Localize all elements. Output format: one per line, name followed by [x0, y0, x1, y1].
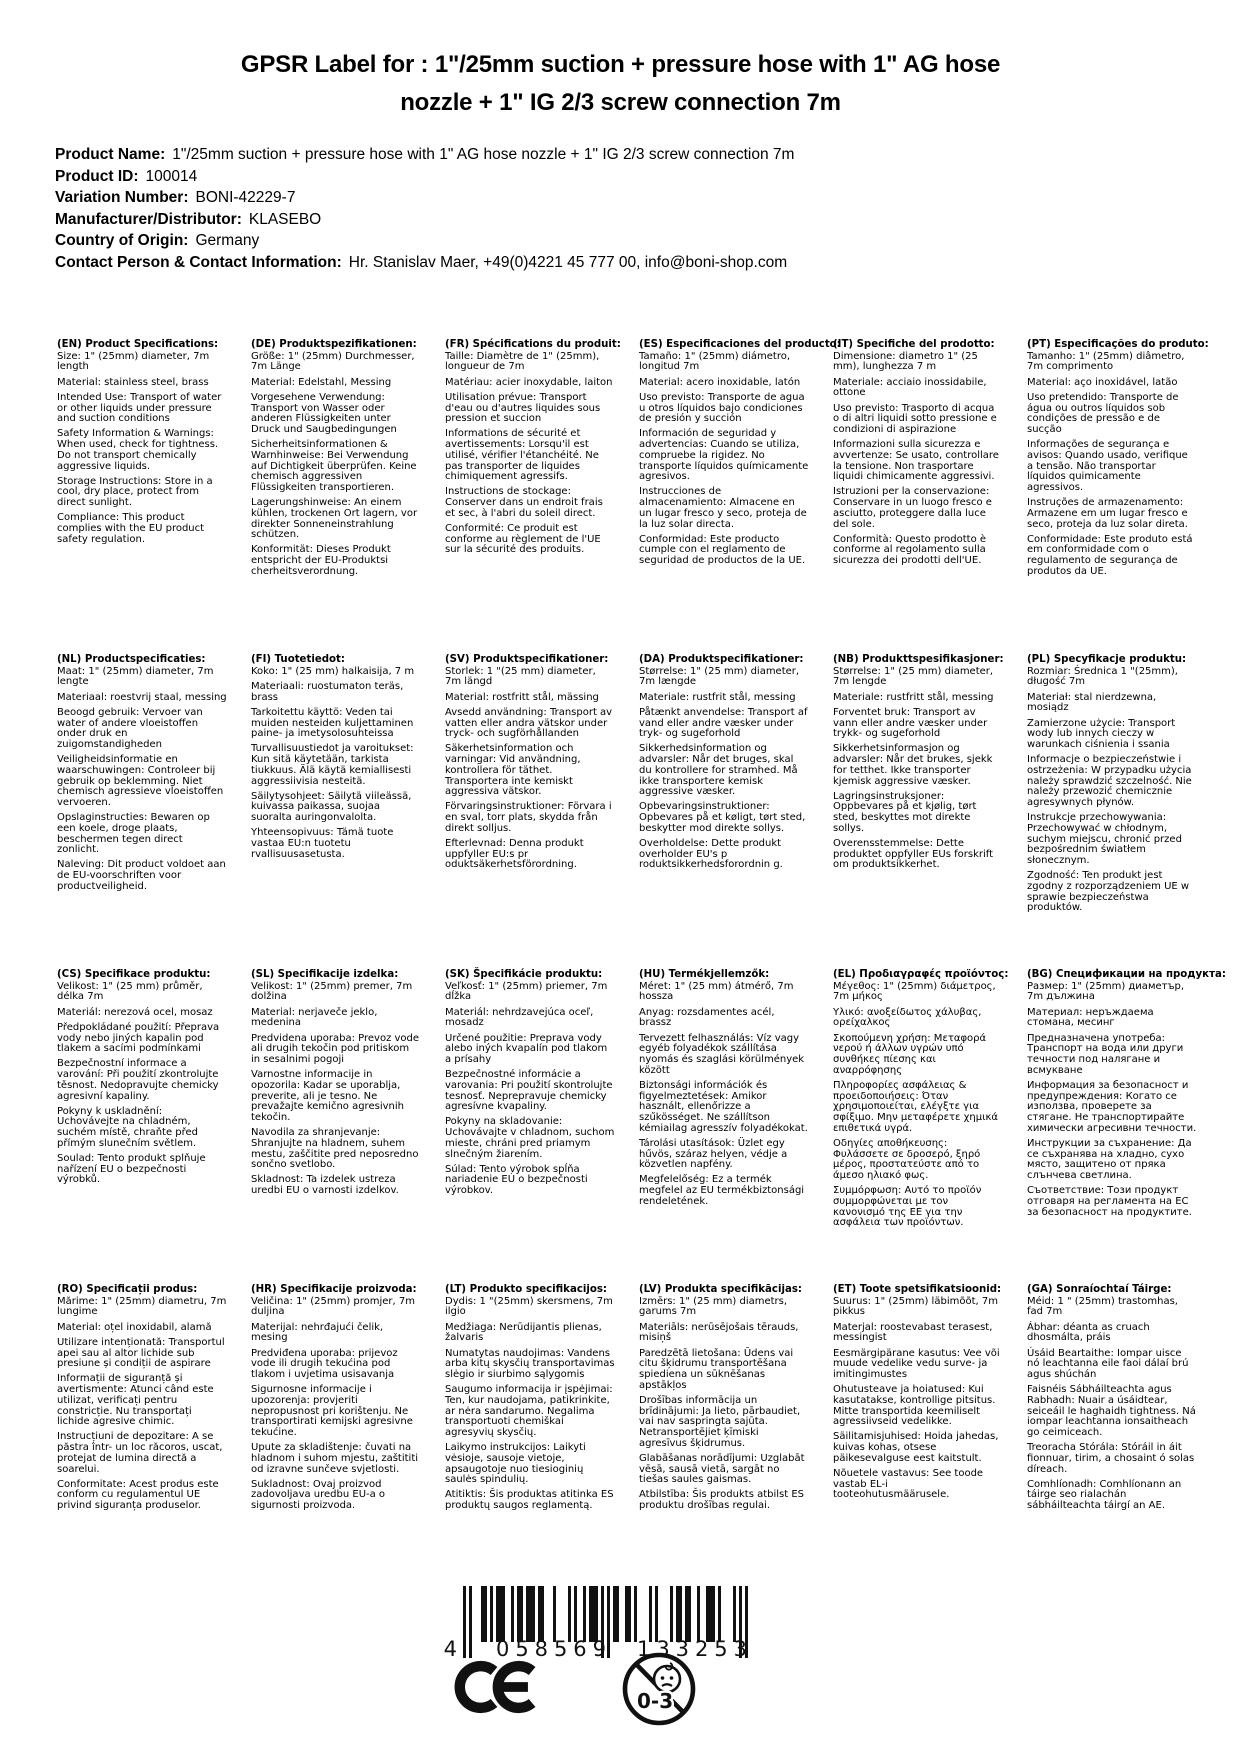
spec-paragraph: Forventet bruk: Transport av vann eller andre væsker under trykk- og sugeforhold — [833, 706, 988, 740]
spec-paragraph: Megfelelőség: Ez a termék megfelel az EU termékbiztonsági rendeletének. — [639, 1174, 805, 1207]
spec-paragraph: Materiał: stal nierdzewna, mosiądz — [1027, 691, 1157, 714]
spec-paragraph: Lagerungshinweise: An einem kühlen, trockenen Ort lagern, vor direkter Sonneneinstrahlung schützen. — [251, 497, 418, 541]
spec-paragraph: Materjal: roostevabast terasest, messingist — [833, 1321, 993, 1344]
spec-paragraph: Izmērs: 1" (25 mm) diametrs, garums 7m — [639, 1295, 788, 1318]
spec-paragraph: Taille: Diamètre de 1" (25mm), longueur de 7m — [445, 350, 600, 373]
product-info-value: Hr. Stanislav Maer, +49(0)4221 45 777 00, info@boni-shop.com — [348, 253, 788, 271]
spec-paragraph: Comhlíonadh: Comhlíonann an táirge seo rialachán sábháilteachta táirgí an AE. — [1027, 1478, 1182, 1512]
spec-paragraph: Información de seguridad y advertencias: Cuando se utiliza, compruebe la rigidez. No transporte líquidos químicamente agresivos. — [639, 428, 809, 483]
spec-paragraph: Uso previsto: Transporte de agua u otros líquidos bajo condiciones de presión y succión — [639, 391, 805, 425]
spec-paragraph: Tárolási utasítások: Üzlet egy hűvös, száraz helyen, védje a közvetlen napfény. — [639, 1137, 788, 1171]
spec-paragraph: Съответствие: Този продукт отговаря на регламента на ЕС за безопасност на продуктите. — [1027, 1185, 1192, 1218]
product-info-label: Country of Origin: — [55, 232, 189, 250]
spec-paragraph: Størrelse: 1" (25 mm) diameter, 7m lengde — [833, 665, 994, 688]
lang-block-pl — [1027, 655, 1197, 970]
spec-paragraph: Bezpečnostní informace a varování: Při použití zkontrolujte těsnost. Nedopravujte chemicky agresivní kapaliny. — [57, 1058, 219, 1102]
spec-paragraph: Storlek: 1 "(25 mm) diameter, 7m längd — [445, 665, 596, 688]
spec-paragraph: Zgodność: Ten produkt jest zgodny z rozporządzeniem UE w sprawie bezpieczeństwa produktów. — [1027, 870, 1190, 914]
spec-paragraph: Materiale: rustfritt stål, messing — [833, 691, 994, 703]
spec-paragraph: Předpokládané použití: Přeprava vody nebo jiných kapalin pod tlakem a sacími podmínkami — [57, 1021, 220, 1055]
lang-block-title: (PL) Specyfikacje produktu: — [1027, 654, 1187, 665]
age-warning-label: 0-3 — [637, 1689, 674, 1713]
age-warning-0-3-icon — [620, 1650, 698, 1733]
spec-paragraph: Atitiktis: Šis produktas atitinka ES produktų saugos reglamentą. — [445, 1489, 614, 1512]
lang-block-title: (IT) Specifiche del prodotto: — [833, 339, 995, 350]
spec-paragraph: Instrucțiuni de depozitare: A se păstra într- un loc răcoros, uscat, protejat de lumina directă a soarelui. — [57, 1431, 223, 1475]
lang-block-title: (BG) Спецификации на продукта: — [1027, 969, 1226, 980]
lang-block-title: (EL) Προδιαγραφές προϊόντος: — [833, 969, 1009, 980]
lang-block-it — [833, 340, 1003, 655]
lang-block-nb — [833, 655, 1003, 970]
spec-paragraph: Informazioni sulla sicurezza e avvertenze: Se usato, controllare la tensione. Non trasportare liquidi chimicamente aggressivi. — [833, 439, 999, 483]
lang-block-fi — [251, 655, 421, 970]
lang-block-sl — [251, 970, 421, 1285]
spec-paragraph: Overholdelse: Dette produkt overholder EU's p roduktsikkerhedsforordnin g. — [639, 838, 783, 871]
page-title-line1: GPSR Label for : 1"/25mm suction + pressure hose with 1" AG hose — [240, 51, 1001, 78]
spec-paragraph: Saugumo informacija ir įspėjimai: Ten, kur naudojama, patikrinkite, ar nėra sandarumo. Negalima transportuoti chemiškai agresyvių skysčių. — [445, 1384, 613, 1438]
product-info-label: Manufacturer/Distributor: — [55, 210, 242, 228]
spec-paragraph: Πληροφορίες ασφάλειας & προειδοποιήσεις: Όταν χρησιμοποιείται, ελέγξτε για σφίξιμο. Μην μεταφέρετε χημικά επιθετικά υγρά. — [833, 1079, 998, 1134]
lang-block-nl — [57, 655, 227, 970]
spec-paragraph: Förvaringsinstruktioner: Förvara i en sval, torr plats, skydda från direkt solljus. — [445, 801, 612, 834]
spec-paragraph: Materiál: nehrdzavejúca oceľ, mosadz — [445, 1006, 594, 1029]
spec-paragraph: Bezpečnostné informácie a varovania: Pri použití skontrolujte tesnosť. Neprepravuje chemicky agresívne kvapaliny. — [445, 1069, 613, 1113]
spec-paragraph: Turvallisuustiedot ja varoitukset: Kun sitä käytetään, tarkista tiukkuus. Älä käytä kemiallisesti aggressiivisia nesteitä. — [251, 743, 414, 787]
spec-paragraph: Koko: 1" (25 mm) halkaisija, 7 m — [251, 665, 415, 677]
spec-paragraph: Informations de sécurité et avertissements: Lorsqu'il est utilisé, vérifier l'étanchéité. Ne pas transporter de liquides chimiquement agressifs. — [445, 428, 599, 483]
spec-paragraph: Conformité: Ce produit est conforme au règlement de l'UE sur la sécurité des produits. — [445, 523, 601, 556]
lang-block-cs — [57, 970, 227, 1285]
spec-paragraph: Säilytysohjeet: Säilytä viileässä, kuivassa paikassa, suojaa suoralta auringonvalolta. — [251, 790, 412, 824]
spec-paragraph: Velikost: 1" (25 mm) průměr, délka 7m — [57, 980, 203, 1003]
spec-paragraph: Conformidad: Este producto cumple con el reglamento de seguridad de productos de la UE. — [639, 533, 806, 567]
spec-paragraph: Tamanho: 1" (25mm) diâmetro, 7m comprimento — [1027, 350, 1185, 373]
spec-paragraph: Materiál: nerezová ocel, mosaz — [57, 1006, 213, 1018]
spec-paragraph: Treoracha Stórála: Stóráil in áit fionnuar, tirim, a chosaint ó solas díreach. — [1027, 1442, 1195, 1475]
spec-paragraph: Utilizare intenționată: Transportul apei sau al altor lichide sub presiune și condiții de aspirare — [57, 1336, 225, 1370]
spec-paragraph: Materiaal: roestvrij staal, messing — [57, 691, 227, 703]
lang-block-hr — [251, 1285, 421, 1516]
spec-paragraph: Предназначена употреба: Транспорт на вода или други течности под налягане и всмукване — [1027, 1032, 1184, 1076]
lang-block-title: (SK) Špecifikácie produktu: — [445, 969, 603, 980]
barcode-graphic — [441, 1584, 753, 1666]
lang-block-title: (ES) Especificaciones del producto: — [639, 339, 841, 350]
spec-paragraph: Инструкции за съхранение: Да се съхранява на хладно, сухо място, защитено от пряка слънчева светлина. — [1027, 1137, 1192, 1181]
product-info-row — [55, 187, 794, 209]
spec-paragraph: Size: 1" (25mm) diameter, 7m length — [57, 350, 210, 373]
lang-block-title: (EN) Product Specifications: — [57, 339, 219, 350]
spec-paragraph: Veličina: 1" (25mm) promjer, 7m duljina — [251, 1295, 415, 1318]
barcode-digits: 4 — [443, 1637, 457, 1661]
spec-paragraph: Biztonsági információk és figyelmeztetések: Amikor használt, ellenőrizze a szűkösséget. Ne szállítson kémiailag agresszív folyadékokat. — [639, 1079, 808, 1134]
lang-block-title: (PT) Especificações do produto: — [1027, 339, 1209, 350]
lang-block-title: (FI) Tuotetiedot: — [251, 654, 345, 665]
spec-paragraph: Méret: 1" (25 mm) átmérő, 7m hossza — [639, 980, 794, 1003]
spec-paragraph: Efterlevnad: Denna produkt uppfyller EU:s pr oduktsäkerhetsförordning. — [445, 838, 584, 871]
spec-paragraph: Conformidade: Este produto está em conformidade com o regulamento de segurança de produtos da UE. — [1027, 533, 1193, 577]
product-info-value: BONI-42229-7 — [195, 189, 296, 207]
language-grid — [57, 339, 1226, 1516]
spec-paragraph: Tervezett felhasználás: Víz vagy egyéb folyadékok szállítása nyomás és szaglási körülmények között — [639, 1032, 805, 1076]
spec-paragraph: Intended Use: Transport of water or other liquids under pressure and suction conditions — [57, 391, 222, 425]
spec-paragraph: Určené použitie: Preprava vody alebo iných kvapalín pod tlakom a prísahy — [445, 1032, 608, 1065]
spec-paragraph: Материал: неръждаема стомана, месинг — [1027, 1006, 1154, 1029]
spec-paragraph: Paredzētā lietošana: Ūdens vai citu šķidrumu transportēšana spiediena un sūknēšanas apstākļos — [639, 1347, 794, 1391]
lang-block-el — [833, 969, 1009, 1285]
product-info-value: 1"/25mm suction + pressure hose with 1" AG hose nozzle + 1" IG 2/3 screw connection 7m — [172, 146, 795, 163]
lang-block-fr — [445, 339, 621, 655]
spec-paragraph: Beoogd gebruik: Vervoer van water of andere vloeistoffen onder druk en zuigomstandigheden — [57, 706, 203, 750]
spec-paragraph: Οδηγίες αποθήκευσης: Φυλάσσετε σε δροσερό, ξηρό μέρος, προστατεύστε από το άμεσο ηλιακό φως. — [833, 1137, 981, 1181]
spec-paragraph: Numatytas naudojimas: Vandens arba kitų skysčių transportavimas slėgio ir siurbimo sąlygomis — [445, 1347, 615, 1380]
lang-block-title: (NL) Productspecificaties: — [57, 654, 206, 665]
spec-paragraph: Informacje o bezpieczeństwie i ostrzeżenia: W przypadku użycia należy sprawdzić szczelność. Nie należy przewozić chemicznie agresywnych płynów. — [1027, 754, 1192, 808]
spec-paragraph: Laikymo instrukcijos: Laikyti vėsioje, sausoje vietoje, apsaugotoje nuo tiesioginių saulės spindulių. — [445, 1442, 586, 1486]
spec-paragraph: Material: oțel inoxidabil, alamă — [57, 1321, 212, 1333]
lang-block-bg — [1027, 969, 1226, 1285]
spec-paragraph: Σκοπούμενη χρήση: Μεταφορά νερού ή άλλων υγρών υπό συνθήκες πίεσης και αναρρόφησης — [833, 1032, 987, 1076]
spec-paragraph: Säilitamisjuhised: Hoida jahedas, kuivas kohas, otsese päikesevalguse eest kaitstult. — [833, 1431, 999, 1464]
lang-block-et — [833, 1285, 1003, 1516]
product-info-label: Product ID: — [55, 167, 139, 185]
spec-paragraph: Konformität: Dieses Produkt entspricht der EU-Produktsi cherheitsverordnung. — [251, 544, 391, 577]
product-info-label: Variation Number: — [55, 189, 189, 207]
product-info-row — [55, 144, 794, 166]
lang-block-da — [639, 655, 809, 970]
spec-paragraph: Material: stainless steel, brass — [57, 376, 209, 388]
spec-paragraph: Materiale: acciaio inossidabile, ottone — [833, 376, 987, 399]
spec-paragraph: Material: rostfritt stål, mässing — [445, 691, 599, 703]
lang-block-title: (SV) Produktspecifikationer: — [445, 654, 609, 665]
lang-block-title: (CS) Specifikace produktu: — [57, 969, 211, 980]
spec-paragraph: Dimensione: diametro 1" (25 mm), lunghezza 7 m — [833, 350, 978, 373]
spec-paragraph: Ohutusteave ja hoiatused: Kui kasutatakse, kontrollige pitsitus. Mitte transportida keemiliselt agressiivseid vedelikke. — [833, 1384, 996, 1428]
spec-paragraph: Velikost: 1" (25mm) premer, 7m dolžina — [251, 980, 413, 1003]
lang-block-title: (LT) Produkto specifikacijos: — [445, 1284, 607, 1295]
spec-paragraph: Υλικό: ανοξείδωτος χάλυβας, ορείχαλκος — [833, 1006, 982, 1029]
spec-paragraph: Sikkerhedsinformation og advarsler: Når det bruges, skal du kontrollere for stramhed. Må ikke transportere kemisk aggressive væsker. — [639, 743, 798, 798]
spec-paragraph: Mărime: 1" (25mm) diametru, 7m lungime — [57, 1295, 227, 1318]
spec-paragraph: Medžiaga: Nerūdijantis plienas, žalvaris — [445, 1321, 602, 1344]
spec-paragraph: Информация за безопасност и предупреждения: Когато се използва, проверете за стягане. Не транспортирайте химически агресивни течности. — [1027, 1079, 1197, 1134]
lang-block-title: (RO) Specificații produs: — [57, 1284, 198, 1295]
spec-paragraph: Materiaali: ruostumaton teräs, brass — [251, 680, 404, 703]
spec-paragraph: Navodila za shranjevanje: Shranjujte na hladnem, suhem mestu, zaščitite pred neposredno sončno svetlobo. — [251, 1127, 419, 1171]
spec-paragraph: Overensstemmelse: Dette produktet oppfyller EUs forskrift om produktsikkerhet. — [833, 838, 994, 871]
ce-mark-icon — [453, 1656, 539, 1723]
spec-paragraph: Safety Information & Warnings: When used, check for tightness. Do not transport chemically aggressive liquids. — [57, 428, 219, 472]
spec-paragraph: Yhteensopivuus: Tämä tuote vastaa EU:n tuotetu rvallisuusasetusta. — [251, 827, 394, 860]
spec-paragraph: Instructions de stockage: Conserver dans un endroit frais et sec, à l'abri du soleil direct. — [445, 486, 603, 519]
spec-paragraph: Tamaño: 1" (25mm) diámetro, longitud 7m — [639, 350, 791, 373]
product-info-row — [55, 252, 794, 274]
spec-paragraph: Conformità: Questo prodotto è conforme al regolamento sulla sicurezza dei prodotti dell'UE. — [833, 533, 987, 567]
spec-paragraph: Suurus: 1" (25mm) läbimõõt, 7m pikkus — [833, 1295, 998, 1318]
spec-paragraph: Predvidena uporaba: Prevoz vode ali drugih tekočin pod pritiskom in sesalnimi pogoji — [251, 1032, 420, 1065]
page-title-line2: nozzle + 1" IG 2/3 screw connection 7m — [400, 89, 841, 116]
spec-paragraph: Drošības informācija un brīdinājumi: Ja lieto, pārbaudiet, vai nav saspringta sajūta. Netransportējiet ķīmiski agresīvus šķidrumus. — [639, 1394, 801, 1449]
spec-paragraph: Размер: 1" (25mm) диаметър, 7m дължина — [1027, 980, 1185, 1003]
spec-paragraph: Material: aço inoxidável, latão — [1027, 376, 1178, 388]
spec-paragraph: Μέγεθος: 1" (25mm) διάμετρος, 7m μήκος — [833, 980, 996, 1003]
spec-paragraph: Upute za skladištenje: čuvati na hladnom i suhom mjestu, zaštititi od izravne sunčeve svjetlosti. — [251, 1442, 419, 1475]
spec-paragraph: Veiligheidsinformatie en waarschuwingen: Controleer bij gebruik op beklemming. Niet chemisch agressieve vloeistoffen vervoeren. — [57, 754, 224, 808]
spec-paragraph: Naleving: Dit product voldoet aan de EU-voorschriften voor productveiligheid. — [57, 859, 226, 892]
lang-block-ga — [1027, 1285, 1197, 1516]
spec-paragraph: Instruções de armazenamento: Armazene em um lugar fresco e seco, proteja da luz solar direta. — [1027, 497, 1188, 530]
spec-paragraph: Varnostne informacije in opozorila: Kadar se uporablja, preverite, ali je tesno. Ne prevažajte kemično agresivnih tekočin. — [251, 1069, 404, 1123]
lang-block-title: (LV) Produkta specifikācijas: — [639, 1284, 802, 1295]
spec-paragraph: Eesmärgipärane kasutus: Vee või muude vedelike vedu surve- ja imitingimustes — [833, 1347, 1000, 1380]
spec-paragraph: Zamierzone użycie: Transport wody lub innych cieczy w warunkach ciśnienia i ssania — [1027, 717, 1176, 750]
spec-paragraph: Størrelse: 1" (25 mm) diameter, 7m længde — [639, 665, 800, 688]
lang-block-title: (GA) Sonraíochtaí Táirge: — [1027, 1284, 1172, 1295]
spec-paragraph: Conformitate: Acest produs este conform cu regulamentul UE privind siguranța produselor. — [57, 1478, 219, 1512]
spec-paragraph: Méid: 1 " (25mm) trastomhas, fad 7m — [1027, 1295, 1178, 1318]
lang-block-title: (HU) Termékjellemzők: — [639, 969, 770, 980]
lang-block-pt — [1027, 339, 1209, 655]
spec-paragraph: Sukladnost: Ovaj proizvod zadovoljava uredbu EU-a o sigurnosti proizvoda. — [251, 1478, 386, 1512]
spec-paragraph: Skladnost: Ta izdelek ustreza uredbi EU o varnosti izdelkov. — [251, 1174, 399, 1197]
barcode-digits: 058569 — [496, 1637, 606, 1661]
product-info-value: Germany — [195, 232, 260, 250]
spec-paragraph: Vorgesehene Verwendung: Transport von Wasser oder anderen Flüssigkeiten unter Druck und Saugbedingungen — [251, 391, 397, 435]
spec-paragraph: Utilisation prévue: Transport d'eau ou d'autres liquides sous pression et succion — [445, 391, 601, 425]
spec-paragraph: Materiāls: nerūsējošais tērauds, misiņš — [639, 1321, 799, 1344]
spec-paragraph: Informações de segurança e avisos: Quando usado, verifique a tensão. Não transportar líquidos quimicamente agressivos. — [1027, 439, 1188, 493]
spec-paragraph: Säkerhetsinformation och varningar: Vid användning, kontrollera för täthet. Transportera inte kemiskt aggressiva vätskor. — [445, 743, 581, 798]
spec-paragraph: Storage Instructions: Store in a cool, dry place, protect from direct sunlight. — [57, 475, 213, 509]
spec-paragraph: Material: Edelstahl, Messing — [251, 376, 392, 388]
spec-paragraph: Uso pretendido: Transporte de água ou outros líquidos sob condições de pressão e de sucção — [1027, 391, 1179, 435]
spec-paragraph: Instrucciones de almacenamiento: Almacene en un lugar fresco y seco, proteja de la luz solar directa. — [639, 486, 807, 530]
spec-paragraph: Compliance: This product complies with the EU product safety regulation. — [57, 512, 205, 545]
spec-paragraph: Tarkoitettu käyttö: Veden tai muiden nesteiden kuljettaminen paine- ja imetysolosuhteissa — [251, 706, 414, 740]
lang-block-lt — [445, 1285, 615, 1516]
spec-paragraph: Sigurnosne informacije i upozorenja: provjeriti nepropusnost pri korištenju. Ne transportirati kemijski agresivne tekućine. — [251, 1384, 413, 1438]
lang-block-title: (DE) Produktspezifikationen: — [251, 339, 417, 350]
spec-paragraph: Lagringsinstruksjoner: Oppbevares på et kjølig, tørt sted, beskyttes mot direkte sollys. — [833, 790, 977, 834]
product-info-row — [55, 166, 794, 188]
lang-block-title: (DA) Produktspecifikationer: — [639, 654, 804, 665]
spec-paragraph: Anyag: rozsdamentes acél, brassz — [639, 1006, 775, 1029]
spec-paragraph: Sikkerhetsinformasjon og advarsler: Når det brukes, sjekk for tetthet. Ikke transporter kjemisk aggressive væsker. — [833, 743, 993, 787]
lang-block-es — [639, 339, 841, 655]
spec-paragraph: Pokyny k uskladnění: Uchovávejte na chladném, suchém místě, chraňte před přímým slunečním světlem. — [57, 1105, 199, 1149]
spec-paragraph: Opbevaringsinstruktioner: Opbevares på et køligt, tørt sted, beskytter mod direkte sollys. — [639, 801, 806, 834]
lang-block-hu — [639, 970, 809, 1285]
spec-paragraph: Istruzioni per la conservazione: Conservare in un luogo fresco e asciutto, proteggere dalla luce del sole. — [833, 486, 992, 530]
spec-paragraph: Súlad: Tento výrobok spĺňa nariadenie EÚ o bezpečnosti výrobkov. — [445, 1163, 588, 1197]
spec-paragraph: Soulad: Tento produkt splňuje nařízení EU o bezpečnosti výrobků. — [57, 1153, 206, 1186]
spec-paragraph: Maat: 1" (25mm) diameter, 7m lengte — [57, 665, 214, 688]
spec-paragraph: Rozmiar: Średnica 1 "(25mm), długość 7m — [1027, 665, 1178, 688]
lang-block-ro — [57, 1285, 227, 1516]
page-title — [0, 46, 1241, 122]
lang-block-title: (NB) Produkttspesifikasjoner: — [833, 654, 1004, 665]
spec-paragraph: Faisnéis Sábháilteachta agus Rabhadh: Nuair a úsáidtear, seiceáil le haghaidh tightness. Ná iompar leachtanna ionsaitheach go ceimiceach. — [1027, 1384, 1196, 1438]
spec-paragraph: Opslaginstructies: Bewaren op een koele, droge plaats, beschermen tegen direct zonlicht. — [57, 812, 210, 856]
spec-paragraph: Veľkosť: 1" (25mm) priemer, 7m dĺžka — [445, 980, 608, 1003]
spec-paragraph: Material: nerjaveče jeklo, medenina — [251, 1006, 378, 1029]
spec-paragraph: Dydis: 1 "(25mm) skersmens, 7m ilgio — [445, 1295, 613, 1318]
lang-block-title: (ET) Toote spetsifikatsioonid: — [833, 1284, 1002, 1295]
lang-block-sk — [445, 970, 615, 1285]
spec-paragraph: Matériau: acier inoxydable, laiton — [445, 376, 613, 388]
lang-block-de — [251, 340, 421, 655]
lang-block-title: (SL) Specifikacije izdelka: — [251, 969, 399, 980]
product-info-row — [55, 209, 794, 231]
spec-paragraph: Instrukcje przechowywania: Przechowywać w chłodnym, suchym miejscu, chronić przed bezpośrednim światłem słonecznym. — [1027, 812, 1182, 866]
product-info — [55, 144, 794, 274]
spec-paragraph: Συμμόρφωση: Αυτό το προϊόν συμμορφώνεται με τον κανονισμό της ΕΕ για την ασφάλεια των προϊόντων. — [833, 1185, 982, 1229]
product-info-label: Contact Person & Contact Information: — [55, 253, 342, 271]
spec-paragraph: Ábhar: déanta as cruach dhosmálta, práis — [1027, 1321, 1150, 1344]
spec-paragraph: Informații de siguranță și avertismente: Atunci când este utilizat, verificați pentru constricție. Nu transportați lichide agresive chimic. — [57, 1373, 214, 1428]
lang-block-lv — [639, 1285, 809, 1516]
product-info-value: KLASEBO — [248, 210, 322, 228]
product-info-label: Product Name: — [55, 146, 166, 163]
spec-paragraph: Predviđena uporaba: prijevoz vode ili drugih tekućina pod tlakom i uvjetima usisavanja — [251, 1347, 398, 1380]
lang-block-sv — [445, 655, 615, 970]
spec-paragraph: Materijal: nehrđajući čelik, mesing — [251, 1321, 384, 1344]
spec-paragraph: Atbilstība: Šis produkts atbilst ES produktu drošības regulai. — [639, 1489, 805, 1512]
spec-paragraph: Sicherheitsinformationen & Warnhinweise: Bei Verwendung auf Dichtigkeit überprüfen. Keine chemisch aggressiven Flüssigkeiten transportieren. — [251, 439, 417, 493]
lang-block-title: (HR) Specifikacije proizvoda: — [251, 1284, 417, 1295]
spec-paragraph: Úsáid Beartaithe: Iompar uisce nó leachtanna eile faoi dálaí brú agus shúchán — [1027, 1347, 1189, 1380]
lang-block-en — [57, 340, 227, 655]
spec-paragraph: Pokyny na skladovanie: Uchovávajte v chladnom, suchom mieste, chráni pred priamym slnečným žiarením. — [445, 1116, 615, 1160]
product-info-value: 100014 — [145, 167, 198, 185]
spec-paragraph: Påtænkt anvendelse: Transport af vand eller andre væsker under tryk- og sugeforhold — [639, 706, 808, 740]
lang-block-title: (FR) Spécifications du produit: — [445, 339, 621, 350]
spec-paragraph: Nõuetele vastavus: See toode vastab EL-i tooteohutusmäärusele. — [833, 1468, 984, 1501]
spec-paragraph: Glabāšanas norādījumi: Uzglabāt vēsā, sausā vietā, sargāt no tiešas saules gaismas. — [639, 1452, 805, 1486]
spec-paragraph: Uso previsto: Trasporto di acqua o di altri liquidi sotto pressione e condizioni di aspirazione — [833, 402, 997, 435]
product-info-row — [55, 230, 794, 252]
spec-paragraph: Größe: 1" (25mm) Durchmesser, 7m Länge — [251, 350, 415, 373]
barcode-digits: 133253 — [637, 1637, 747, 1661]
spec-paragraph: Material: acero inoxidable, latón — [639, 376, 801, 388]
spec-paragraph: Avsedd användning: Transport av vatten eller andra vätskor under tryck- och sugförhållanden — [445, 706, 613, 740]
spec-paragraph: Materiale: rustfrit stål, messing — [639, 691, 796, 703]
